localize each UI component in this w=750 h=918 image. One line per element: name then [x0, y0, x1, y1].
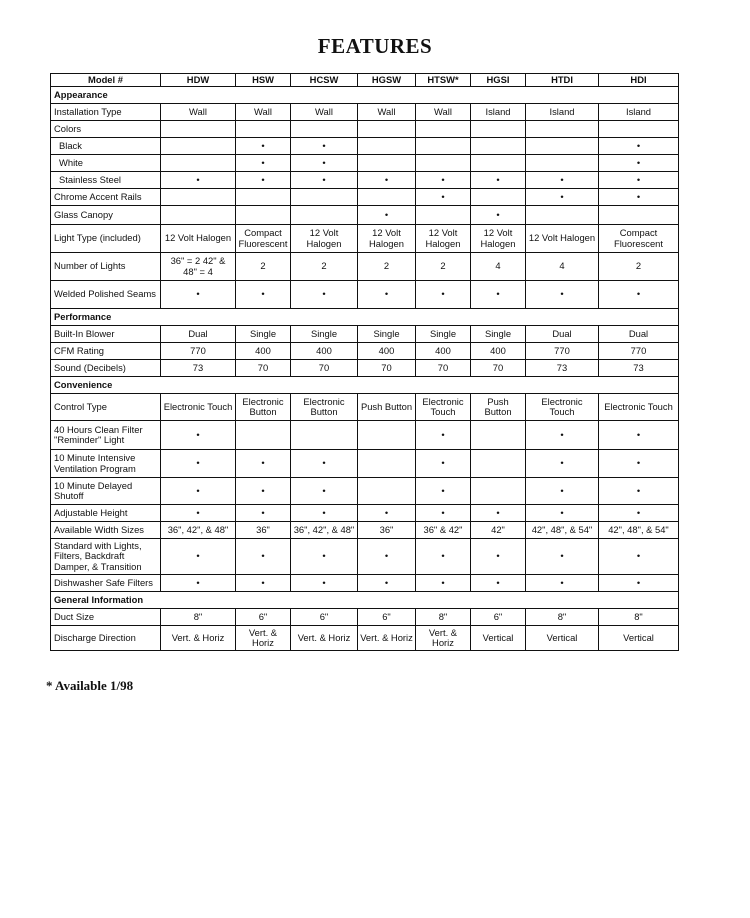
table-cell: •: [599, 478, 679, 505]
table-cell: [161, 138, 236, 155]
table-cell: •: [291, 505, 358, 522]
table-cell: 6": [471, 609, 526, 626]
row-label: Standard with Lights, Filters, Backdraft Damper, & Transition: [51, 539, 161, 575]
table-cell: •: [416, 172, 471, 189]
table-cell: 70: [416, 360, 471, 377]
table-cell: •: [291, 138, 358, 155]
table-cell: 12 Volt Halogen: [161, 225, 236, 253]
table-cell: •: [161, 539, 236, 575]
table-cell: [236, 121, 291, 138]
header-model-7: HDI: [599, 74, 679, 87]
table-cell: 6": [291, 609, 358, 626]
table-cell: Electronic Button: [236, 394, 291, 421]
table-cell: 400: [236, 343, 291, 360]
table-cell: [471, 189, 526, 206]
table-cell: •: [526, 450, 599, 478]
section-label: Appearance: [51, 87, 679, 104]
table-cell: Island: [526, 104, 599, 121]
table-cell: 42", 48", & 54": [599, 522, 679, 539]
table-cell: •: [161, 421, 236, 450]
table-row: [51, 478, 679, 505]
table-cell: 400: [471, 343, 526, 360]
table-cell: •: [358, 575, 416, 592]
table-cell: 70: [236, 360, 291, 377]
table-cell: •: [599, 189, 679, 206]
table-cell: 73: [161, 360, 236, 377]
table-cell: [161, 155, 236, 172]
table-cell: Vert. & Horiz: [236, 626, 291, 651]
table-cell: •: [291, 450, 358, 478]
table-cell: •: [161, 575, 236, 592]
table-cell: •: [236, 478, 291, 505]
table-cell: •: [416, 421, 471, 450]
header-model-label: Model #: [51, 74, 161, 87]
table-row: [51, 360, 679, 377]
row-label: Stainless Steel: [51, 172, 161, 189]
table-cell: 12 Volt Halogen: [471, 225, 526, 253]
table-cell: 770: [526, 343, 599, 360]
table-cell: Wall: [358, 104, 416, 121]
table-cell: [291, 121, 358, 138]
table-cell: •: [526, 478, 599, 505]
row-label: Installation Type: [51, 104, 161, 121]
table-cell: •: [599, 155, 679, 172]
features-table: [50, 73, 679, 651]
table-cell: •: [599, 539, 679, 575]
table-row: [51, 505, 679, 522]
table-cell: [471, 155, 526, 172]
table-row: [51, 225, 679, 253]
table-cell: [526, 155, 599, 172]
table-cell: 12 Volt Halogen: [358, 225, 416, 253]
table-cell: [358, 450, 416, 478]
table-cell: Island: [471, 104, 526, 121]
table-cell: Electronic Touch: [416, 394, 471, 421]
table-cell: 400: [291, 343, 358, 360]
table-cell: Vertical: [526, 626, 599, 651]
table-cell: •: [416, 505, 471, 522]
row-label: Control Type: [51, 394, 161, 421]
row-label: Welded Polished Seams: [51, 281, 161, 309]
table-cell: [599, 206, 679, 225]
row-label: Black: [51, 138, 161, 155]
table-cell: [161, 121, 236, 138]
table-cell: [471, 121, 526, 138]
table-cell: •: [526, 539, 599, 575]
table-cell: Dual: [161, 326, 236, 343]
table-row: [51, 450, 679, 478]
table-cell: [161, 206, 236, 225]
table-cell: 73: [599, 360, 679, 377]
table-cell: 12 Volt Halogen: [291, 225, 358, 253]
section-label: Convenience: [51, 377, 679, 394]
table-cell: [471, 478, 526, 505]
row-label: Chrome Accent Rails: [51, 189, 161, 206]
table-cell: 400: [358, 343, 416, 360]
table-cell: [416, 138, 471, 155]
table-row: [51, 343, 679, 360]
table-cell: 12 Volt Halogen: [416, 225, 471, 253]
table-cell: •: [161, 172, 236, 189]
table-cell: [358, 155, 416, 172]
table-cell: [526, 206, 599, 225]
table-cell: Compact Fluorescent: [236, 225, 291, 253]
table-cell: •: [291, 478, 358, 505]
table-row: [51, 539, 679, 575]
header-model-1: HSW: [236, 74, 291, 87]
table-cell: [471, 138, 526, 155]
row-label: 40 Hours Clean Filter "Reminder" Light: [51, 421, 161, 450]
table-cell: Electronic Touch: [161, 394, 236, 421]
table-cell: 73: [526, 360, 599, 377]
table-row: [51, 281, 679, 309]
table-cell: Single: [291, 326, 358, 343]
row-label: Light Type (included): [51, 225, 161, 253]
table-cell: Wall: [161, 104, 236, 121]
table-cell: 400: [416, 343, 471, 360]
table-cell: 6": [358, 609, 416, 626]
header-model-0: HDW: [161, 74, 236, 87]
table-cell: •: [599, 505, 679, 522]
table-cell: [236, 421, 291, 450]
section-row: [51, 87, 679, 104]
row-label: Number of Lights: [51, 253, 161, 281]
table-cell: •: [599, 421, 679, 450]
section-label: General Information: [51, 592, 679, 609]
table-cell: 36" & 42": [416, 522, 471, 539]
table-cell: •: [236, 281, 291, 309]
row-label: CFM Rating: [51, 343, 161, 360]
table-row: [51, 104, 679, 121]
table-cell: Vertical: [599, 626, 679, 651]
table-cell: Single: [471, 326, 526, 343]
row-label: Colors: [51, 121, 161, 138]
table-cell: [526, 121, 599, 138]
table-cell: •: [291, 155, 358, 172]
table-row: [51, 206, 679, 225]
table-cell: •: [526, 281, 599, 309]
page-title: FEATURES: [317, 34, 433, 58]
row-label: White: [51, 155, 161, 172]
table-cell: •: [471, 281, 526, 309]
table-cell: 2: [236, 253, 291, 281]
table-cell: 36": [236, 522, 291, 539]
table-row: [51, 189, 679, 206]
table-cell: •: [526, 505, 599, 522]
table-cell: •: [416, 575, 471, 592]
table-cell: Vert. & Horiz: [358, 626, 416, 651]
table-cell: 2: [599, 253, 679, 281]
table-cell: 8": [599, 609, 679, 626]
table-cell: •: [161, 505, 236, 522]
table-cell: [291, 189, 358, 206]
table-cell: •: [599, 575, 679, 592]
table-row: [51, 421, 679, 450]
table-cell: Vert. & Horiz: [291, 626, 358, 651]
table-cell: •: [526, 575, 599, 592]
header-model-2: HCSW: [291, 74, 358, 87]
table-cell: Electronic Button: [291, 394, 358, 421]
table-cell: •: [526, 172, 599, 189]
table-cell: Single: [416, 326, 471, 343]
row-label: Glass Canopy: [51, 206, 161, 225]
table-row: [51, 155, 679, 172]
table-row: [51, 575, 679, 592]
table-cell: 2: [416, 253, 471, 281]
table-row: [51, 326, 679, 343]
table-row: [51, 394, 679, 421]
row-label: Built-In Blower: [51, 326, 161, 343]
table-cell: 4: [471, 253, 526, 281]
table-cell: •: [236, 539, 291, 575]
table-cell: [526, 138, 599, 155]
table-cell: 2: [358, 253, 416, 281]
table-cell: •: [236, 172, 291, 189]
table-cell: •: [236, 450, 291, 478]
table-cell: 36" = 2 42" & 48" = 4: [161, 253, 236, 281]
table-cell: Single: [236, 326, 291, 343]
table-cell: Island: [599, 104, 679, 121]
table-cell: Vertical: [471, 626, 526, 651]
table-cell: Electronic Touch: [599, 394, 679, 421]
table-cell: 70: [291, 360, 358, 377]
table-cell: 770: [599, 343, 679, 360]
header-model-5: HGSI: [471, 74, 526, 87]
table-cell: 70: [358, 360, 416, 377]
row-label: Dishwasher Safe Filters: [51, 575, 161, 592]
table-cell: [358, 138, 416, 155]
table-cell: [416, 121, 471, 138]
table-row: [51, 626, 679, 651]
table-cell: •: [236, 575, 291, 592]
table-cell: 70: [471, 360, 526, 377]
table-cell: •: [358, 505, 416, 522]
table-cell: •: [161, 450, 236, 478]
table-cell: [358, 121, 416, 138]
header-model-4: HTSW*: [416, 74, 471, 87]
table-cell: •: [599, 138, 679, 155]
table-row: [51, 609, 679, 626]
table-cell: •: [236, 505, 291, 522]
table-cell: Vert. & Horiz: [161, 626, 236, 651]
table-cell: •: [416, 450, 471, 478]
table-row: [51, 253, 679, 281]
table-cell: •: [599, 450, 679, 478]
section-row: [51, 377, 679, 394]
header-row: [51, 74, 679, 87]
table-cell: •: [236, 155, 291, 172]
table-cell: [599, 121, 679, 138]
table-cell: •: [599, 281, 679, 309]
row-label: 10 Minute Intensive Ventilation Program: [51, 450, 161, 478]
table-cell: •: [526, 421, 599, 450]
table-cell: [161, 189, 236, 206]
table-cell: •: [526, 189, 599, 206]
table-cell: •: [471, 206, 526, 225]
footnote: * Available 1/98: [46, 678, 134, 693]
table-cell: •: [416, 539, 471, 575]
row-label: Sound (Decibels): [51, 360, 161, 377]
table-row: [51, 138, 679, 155]
table-cell: 42", 48", & 54": [526, 522, 599, 539]
table-cell: 4: [526, 253, 599, 281]
table-cell: •: [471, 505, 526, 522]
table-cell: Wall: [291, 104, 358, 121]
table-cell: •: [416, 478, 471, 505]
table-row: [51, 172, 679, 189]
table-cell: •: [599, 172, 679, 189]
table-cell: [291, 206, 358, 225]
table-cell: [416, 206, 471, 225]
table-cell: 8": [416, 609, 471, 626]
table-cell: [291, 421, 358, 450]
table-cell: [471, 421, 526, 450]
table-cell: •: [471, 575, 526, 592]
table-cell: •: [358, 539, 416, 575]
table-cell: [236, 189, 291, 206]
table-cell: •: [471, 172, 526, 189]
row-label: 10 Minute Delayed Shutoff: [51, 478, 161, 505]
table-cell: Dual: [599, 326, 679, 343]
table-cell: •: [416, 189, 471, 206]
table-cell: 36", 42", & 48": [161, 522, 236, 539]
table-cell: •: [358, 172, 416, 189]
table-cell: •: [161, 281, 236, 309]
table-cell: Electronic Touch: [526, 394, 599, 421]
table-cell: 770: [161, 343, 236, 360]
table-cell: [416, 155, 471, 172]
table-cell: [236, 206, 291, 225]
table-cell: •: [358, 206, 416, 225]
table-cell: Compact Fluorescent: [599, 225, 679, 253]
table-cell: •: [358, 281, 416, 309]
table-cell: •: [236, 138, 291, 155]
table-cell: •: [416, 281, 471, 309]
table-cell: Push Button: [358, 394, 416, 421]
table-cell: •: [291, 575, 358, 592]
table-cell: [358, 189, 416, 206]
table-row: [51, 121, 679, 138]
table-cell: •: [471, 539, 526, 575]
section-label: Performance: [51, 309, 679, 326]
table-cell: [471, 450, 526, 478]
table-cell: •: [291, 281, 358, 309]
table-cell: Wall: [416, 104, 471, 121]
table-cell: Single: [358, 326, 416, 343]
table-cell: [358, 421, 416, 450]
table-cell: Dual: [526, 326, 599, 343]
table-cell: Vert. & Horiz: [416, 626, 471, 651]
section-row: [51, 592, 679, 609]
table-cell: •: [291, 172, 358, 189]
header-model-6: HTDI: [526, 74, 599, 87]
table-cell: [358, 478, 416, 505]
table-cell: 36": [358, 522, 416, 539]
table-cell: •: [291, 539, 358, 575]
table-cell: 2: [291, 253, 358, 281]
section-row: [51, 309, 679, 326]
table-cell: 8": [161, 609, 236, 626]
table-cell: Wall: [236, 104, 291, 121]
table-cell: 36", 42", & 48": [291, 522, 358, 539]
table-cell: Push Button: [471, 394, 526, 421]
table-cell: 6": [236, 609, 291, 626]
table-cell: 12 Volt Halogen: [526, 225, 599, 253]
row-label: Available Width Sizes: [51, 522, 161, 539]
table-cell: •: [161, 478, 236, 505]
table-row: [51, 522, 679, 539]
row-label: Discharge Direction: [51, 626, 161, 651]
table-cell: 42": [471, 522, 526, 539]
header-model-3: HGSW: [358, 74, 416, 87]
row-label: Adjustable Height: [51, 505, 161, 522]
table-cell: 8": [526, 609, 599, 626]
row-label: Duct Size: [51, 609, 161, 626]
